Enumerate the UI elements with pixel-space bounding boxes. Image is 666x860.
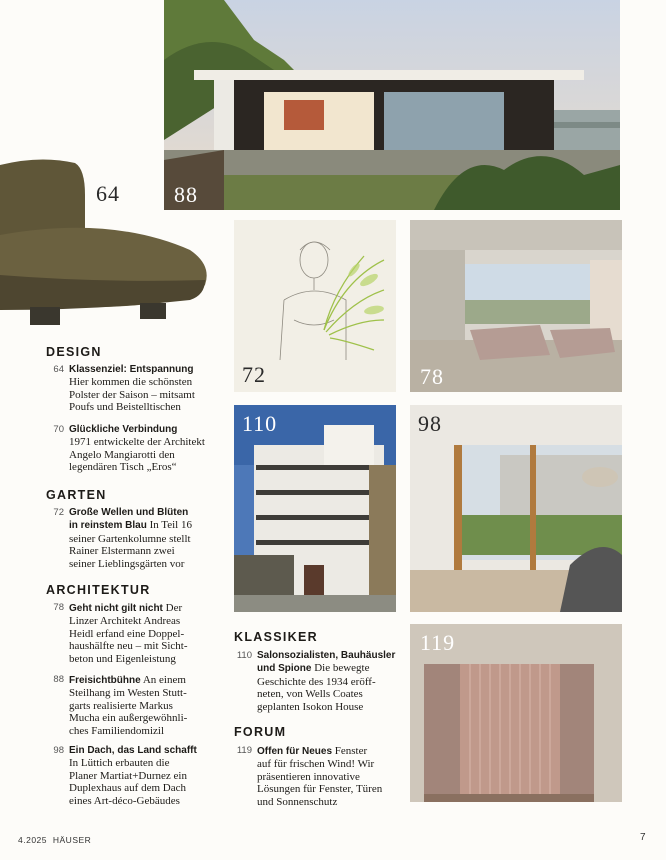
toc-page-number: 78 xyxy=(53,602,64,613)
footer-magazine: HÄUSER xyxy=(52,835,92,845)
toc-entry-88[interactable] xyxy=(42,674,237,738)
toc-line: garts realisierte Markus xyxy=(69,699,173,712)
toc-entry-70[interactable] xyxy=(42,424,232,474)
toc-line: In Teil 16 xyxy=(146,519,192,532)
toc-line: Mucha ein außergewöhnli- xyxy=(69,712,188,725)
toc-page-number: 110 xyxy=(236,650,252,661)
section-title-architektur: ARCHITEKTUR xyxy=(46,583,151,597)
toc-entry-119[interactable] xyxy=(230,745,410,809)
toc-page-number: 72 xyxy=(53,507,64,518)
toc-line: Planer Martiat+Durnez ein xyxy=(69,769,187,782)
toc-line: und Sonnenschutz xyxy=(257,795,338,808)
toc-heading: Offen für Neues xyxy=(257,746,333,757)
page-number-72: 72 xyxy=(242,362,266,387)
toc-line: Der xyxy=(162,602,183,614)
toc-heading: Geht nicht gilt nicht xyxy=(69,603,163,614)
page-number-78: 78 xyxy=(420,364,444,389)
toc-line: 1971 entwickelte der Architekt xyxy=(69,436,205,449)
page-number-119: 119 xyxy=(420,630,456,655)
footer-issue: 4.2025 xyxy=(18,835,47,845)
toc-entry-72[interactable] xyxy=(42,507,237,571)
toc-line: beton und Eigenleistung xyxy=(69,652,176,665)
toc-entry-98[interactable] xyxy=(42,745,237,809)
toc-line: ches Familiendomizil xyxy=(69,724,165,737)
toc-line: legendären Tisch „Eros“ xyxy=(69,461,177,474)
photo-isokon-building xyxy=(234,405,396,612)
section-title-forum: FORUM xyxy=(234,725,287,739)
toc-heading: in reinstem Blau xyxy=(69,520,147,532)
photo-house-hillside xyxy=(164,0,620,210)
toc-line: Fenster xyxy=(332,745,368,757)
footer-issue-magazine xyxy=(18,835,91,845)
toc-entry-110[interactable] xyxy=(230,650,410,714)
toc-heading: Große Wellen und Blüten xyxy=(69,507,189,518)
toc-heading: und Spione xyxy=(257,663,312,675)
toc-line: Linzer Architekt Andreas xyxy=(69,615,181,628)
toc-line: Geschichte des 1934 eröff- xyxy=(257,675,376,688)
page-number-64: 64 xyxy=(96,181,120,206)
toc-heading: Ein Dach, das Land schafft xyxy=(69,745,197,756)
toc-line: eines Art-déco-Gebäudes xyxy=(69,794,180,807)
toc-line: Duplexhaus auf dem Dach xyxy=(69,782,186,795)
toc-line: seiner Lieblingsgärten vor xyxy=(69,557,185,570)
toc-line: auf für frischen Wind! Wir xyxy=(257,758,375,771)
toc-entry-64[interactable] xyxy=(42,364,232,414)
photo-duplex-interior xyxy=(410,405,622,612)
toc-line: haushälfte neu – mit Sicht- xyxy=(69,640,188,653)
toc-line: Hier kommen die schönsten xyxy=(69,376,193,389)
toc-line: An einem xyxy=(140,674,186,686)
toc-line: Rainer Elstermann zwei xyxy=(69,545,175,558)
toc-heading: Glückliche Verbindung xyxy=(69,424,178,435)
photo-gardener-sketch xyxy=(234,220,396,392)
toc-page-number: 98 xyxy=(53,745,64,756)
house-hillside-illustration xyxy=(164,0,620,210)
toc-line: neten, von Wells Coates xyxy=(257,688,363,701)
toc-line: Angelo Mangiarotti den xyxy=(69,448,175,461)
toc-page-number: 88 xyxy=(53,674,64,685)
toc-line: Die bewegte xyxy=(311,662,370,675)
toc-line: Poufs und Beistelltischen xyxy=(69,401,181,414)
page-number-98: 98 xyxy=(418,411,442,436)
section-title-design: DESIGN xyxy=(46,345,102,359)
toc-line: seiner Gartenkolumne stellt xyxy=(69,532,191,545)
section-title-garten: GARTEN xyxy=(46,488,107,502)
photo-living-room-concrete xyxy=(410,220,622,392)
toc-line: In Lüttich erbauten die xyxy=(69,757,170,770)
toc-line: geplanten Isokon House xyxy=(257,700,364,713)
toc-line: präsentieren innovative xyxy=(257,770,360,783)
toc-heading: Klassenziel: Entspannung xyxy=(69,364,194,375)
toc-entry-78[interactable] xyxy=(42,602,237,666)
toc-page-number: 64 xyxy=(53,364,64,375)
page-number-110: 110 xyxy=(242,411,278,436)
toc-heading: Salonsozialisten, Bauhäusler xyxy=(257,650,396,661)
toc-page-number: 119 xyxy=(236,745,252,756)
section-title-klassiker: KLASSIKER xyxy=(234,630,318,644)
toc-heading: Freisichtbühne xyxy=(69,675,141,686)
page-number-88: 88 xyxy=(174,182,198,207)
photo-glass-door xyxy=(410,624,622,802)
toc-line: Heidl erfand eine Doppel- xyxy=(69,627,185,640)
toc-line: Steilhang im Westen Stutt- xyxy=(69,687,187,700)
toc-line: Lösungen für Fenster, Türen xyxy=(257,783,383,796)
photo-sofa xyxy=(0,155,215,335)
footer-page-number: 7 xyxy=(640,832,647,843)
toc-page-number: 70 xyxy=(53,424,64,435)
toc-line: Polster der Saison – mitsamt xyxy=(69,388,195,401)
